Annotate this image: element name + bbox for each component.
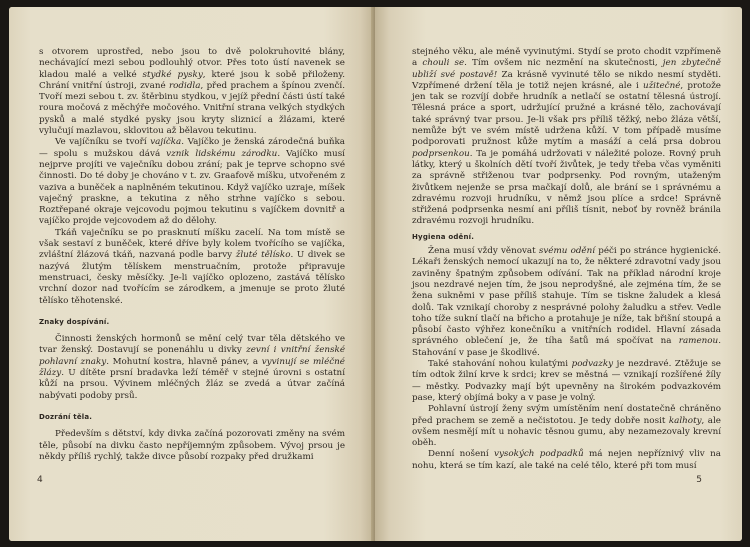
paragraph: Pohlavní ústrojí ženy svým umístěním není dostatečně chráněno před prachem se země a nečistotou. Je tedy dobře nosit kalhoty, ale ovšem nesmějí mít u nohavic těsnou gumu, aby nezamezovaly krevní oběh. — [412, 404, 721, 449]
paragraph: Činnosti ženských hormonů se mění celý tvar těla dětského ve tvar ženský. Dostavují se ponenáhlu u divky zevní i vnitřní ženské pohlavní znaky. Mohutní kostra, hlavně pánev, a vyvinují se mléčné žlázy. U dítěte prsní bradavka leží téměř v stejné úrovni s ostatní kůží na prsou. Vývinem mléčných žláz se zvedá a útvar začíná nabývati podoby prsů. — [39, 334, 345, 401]
left-page — [9, 7, 375, 541]
paragraph: Žena musí vždy věnovat svému odění péči po stránce hygienické. Lékaři ženských nemocí ukazují na to, že některé zdravotní vady jsou zaviněny špatným způsobem odívání. Tak na příklad národní kroje jsou nezdravé nejen tím, že jsou neprodyšné, ale zejména tím, že se žena sukněmi v pase příliš stahuje. Tím se tiskne žaludek a klesá dolů. Tak vznikají choroby z nesprávné polohy žaludku a střev. Vedle toho tíže sukní tlačí na břicho a protahuje je níže, tak břišní stoupá a působí často výhřez konečníku a vnitřních rodidel. Hlavní zásada správného oblečení je, že tíha šatů má spočívat na ramenou. Stahování v pase je škodlivé. — [412, 246, 721, 358]
right-page — [375, 7, 742, 541]
page-number: 5 — [696, 475, 702, 485]
paragraph: stejného věku, ale méně vyvinutými. Stydí se proto chodit vzpřímeně a chouli se. Tím ovšem nic nezmění na skutečnosti, jen zbytečně ubliží své postavě! Za krásně vyvinuté tělo se nikdo nesmí styděti. Vzpřímené držení těla je totiž nejen krásné, ale i užitečné, protože jen tak se rozvíjí dobře hrudník a netlačí se ostatní tělesná ústrojí. Tělesná práce a sport, udržující pružné a krásné tělo, zachovávají také správný tvar prsou. Je-li však prs příliš těžký, nebo žláza větší, nemůže být ve svém místě udržena kůží. V tom případě musíme podporovati pružnost kůže mytím a masáží a celá prsa dobrou podprsenkou. Ta je pomáhá udržovati v náležité poloze. Rovný pruh látky, který u školních dětí tvoří živůtek, je tedy třeba včas vyměniti za správně střiženou tvar podprsenky. Pod rovným, utaženým živůtkem nejenže se prsa mačkají dolů, ale brání se i správnému a zdravému rozvoji hrudníku, v němž jsou plíce a srdce! Správně střižená podprsenka nesmí ani příliš tísnit, neboť by rovněž bránila zdravému rozvoji hrudníku. — [412, 47, 721, 227]
paragraph: Tkáň vaječníku se po prasknutí míšku zacelí. Na tom místě se však sestaví z buněček, které dříve byly kolem tvořícího se vajíčka, zvláštní žlázová tkáň, nazvaná podle barvy žluté tělísko. U divek se nazývá žlutým tělískem menstruačním, protože připravuje menstruaci, česky měsíčky. Je-li vajíčko oplozeno, zastává tělísko vrchní dozor nad tvořícím se zárodkem, a jmenuje se proto žluté tělísko těhotenské. — [39, 227, 346, 306]
paragraph: Ve vajíčníku se tvoří vajíčka. Vajíčko je ženská zárodečná buňka — spolu s mužskou dává vznik lidskému zárodku. Vajíčko musí nejprve projíti ve vaječníku dobou zrání; pak je teprve schopno své činnosti. Do té doby je chováno v t. zv. Graafově míšku, utvořeném z vaziva a buněček a naplněném tekutinou. Když vajíčko uzraje, míšek vaječný praskne, a tekutina z něho strhne vajíčko s sebou. Roztřepané okraje vejcovodu pojmou tekutinu s vajíčkem dovnitř a vajíčko projde vejcovodem až do dělohy. — [39, 137, 346, 227]
paragraph: s otvorem uprostřed, nebo jsou to dvě polokruhovité blány, nechávající mezi sebou podlouhlý otvor. Přes toto ústí navenek se kladou malé a velké stydké pysky, které jsou k sobě přiloženy. Chrání vnitřní ústroji, zvané rodidla, před prachem a špínou zvenčí. Tvoří mezi sebou t. zv. štěrbinu stydkou, v jejíž přední části ústí také roura močová z měchýře močového. Vnitřní strana velkých stydkých pysků a malé stydké pysky jsou kryty sliznicí a žlázami, které vylučují mazlavou, sklovitou až bělavou tekutinu. — [39, 47, 345, 137]
section-heading: Dozrání těla. — [39, 412, 93, 421]
paragraph: Především s dětství, kdy divka začíná pozorovati změny na svém těle, působí na divku často nepříjemným způsobem. Vývoj prsou je někdy příliš rychlý, takže divce působí rozpaky před družkami — [39, 429, 345, 462]
right-page-text — [412, 47, 721, 472]
section-heading: Hygiena odění. — [412, 232, 475, 241]
book-spread — [9, 7, 742, 541]
page-number: 4 — [37, 475, 43, 485]
paragraph: Denní nošení vysokých podpadků má nejen nepříznivý vliv na nohu, která se tím kazí, ale také na celé tělo, které při tom musí — [412, 449, 721, 471]
section-heading: Znaky dospívání. — [39, 317, 110, 326]
paragraph: Také stahování nohou kulatými podvazky je nezdravé. Ztěžuje se tím odtok žilní krve k srdci; krev se městná — vznikají rozšířené žíly — městky. Podvazky mají být upevněny na širokém podvazkovém pase, který objímá boky a v pase je volný. — [412, 359, 721, 403]
left-page-text — [39, 47, 345, 463]
